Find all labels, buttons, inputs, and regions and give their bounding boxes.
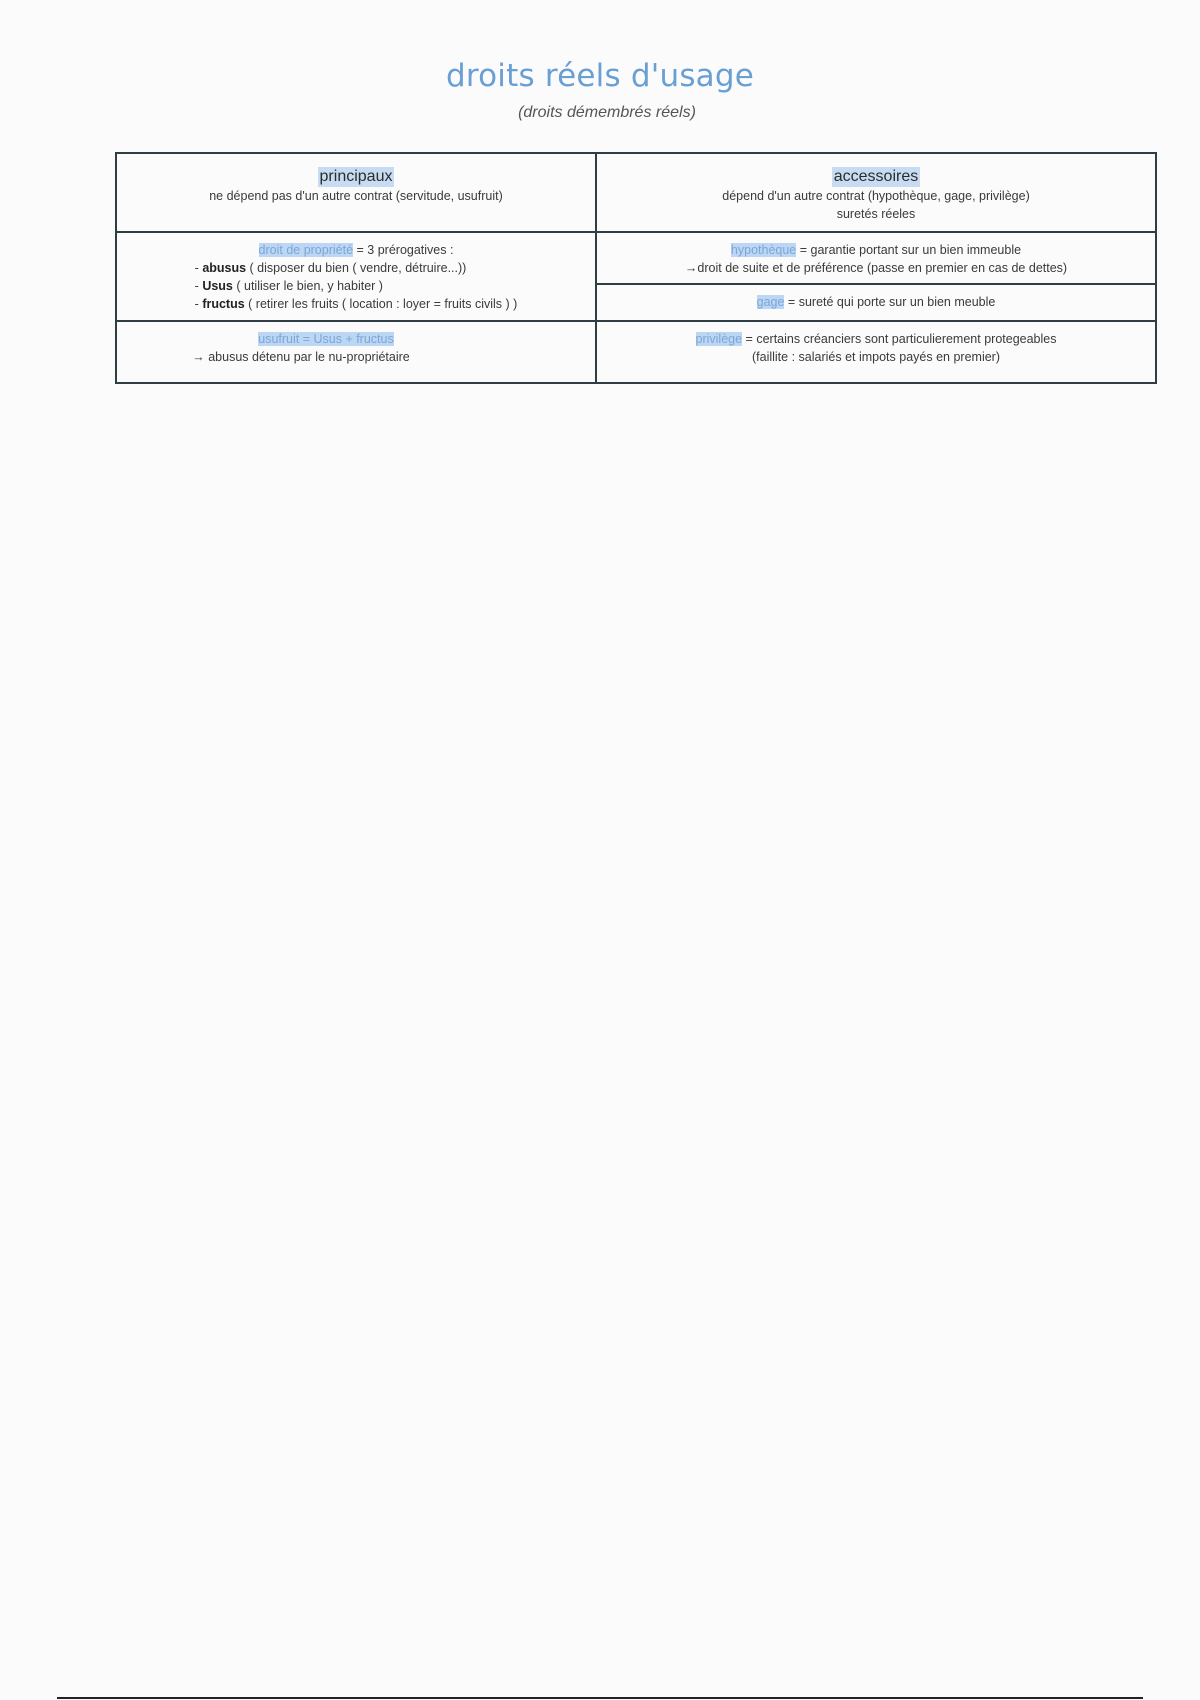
gage-line xyxy=(603,293,1149,311)
propriete-rest: = 3 prérogatives : xyxy=(353,243,454,257)
cell-hypotheque xyxy=(596,232,1156,284)
prerogatives-list xyxy=(195,259,518,313)
list-item xyxy=(195,277,518,295)
table-row xyxy=(116,321,1156,383)
cell-droit-de-propriete xyxy=(116,232,596,321)
privilege-rest: = certains créanciers sont particulierement protegeables xyxy=(742,332,1057,346)
header-accessoires-description: dépend d'un autre contrat (hypothèque, gage, privilège) xyxy=(722,189,1030,203)
list-item xyxy=(195,259,518,277)
privilege-line2: (faillite : salariés et impots payés en premier) xyxy=(751,350,1000,364)
list-item-text: ( utiliser le bien, y habiter ) xyxy=(232,279,383,293)
cell-gage xyxy=(596,284,1156,321)
rights-table xyxy=(115,152,1157,384)
header-cell-principaux xyxy=(116,153,596,232)
hypotheque-line2: →droit de suite et de préférence (passe en premier en cas de dettes) xyxy=(684,261,1068,275)
list-item xyxy=(195,295,518,313)
page-subtitle: (droits démembrés réels) xyxy=(518,104,696,121)
hypotheque-line xyxy=(603,241,1149,259)
propriete-term: droit de propriété xyxy=(258,243,354,257)
list-item-term: Usus xyxy=(202,279,233,293)
header-accessoires-description2: suretés réeles xyxy=(836,207,916,221)
hypotheque-term: hypothèque xyxy=(730,243,797,257)
list-item-text: ( disposer du bien ( vendre, détruire...)) xyxy=(246,261,467,275)
page-bottom-divider xyxy=(57,1697,1143,1699)
cell-usufruit xyxy=(116,321,596,383)
page-title: droits réels d'usage xyxy=(445,58,755,94)
propriete-line xyxy=(123,241,589,259)
gage-rest: = sureté qui porte sur un bien meuble xyxy=(784,295,996,309)
gage-term: gage xyxy=(756,295,785,309)
table-row xyxy=(116,232,1156,284)
privilege-line xyxy=(603,330,1149,348)
header-principaux-label: principaux xyxy=(319,168,393,185)
list-item-prefix: - xyxy=(194,261,203,275)
list-item-term: fructus xyxy=(202,297,245,311)
cell-privilege xyxy=(596,321,1156,383)
usufruit-term: usufruit = Usus + fructus xyxy=(258,332,394,346)
list-item-prefix: - xyxy=(194,279,203,293)
list-item-prefix: - xyxy=(194,297,203,311)
privilege-term: privilège xyxy=(695,332,743,346)
usufruit-line xyxy=(123,330,589,348)
list-item-text: ( retirer les fruits ( location : loyer = fruits civils ) ) xyxy=(244,297,518,311)
header-cell-accessoires xyxy=(596,153,1156,232)
list-item-term: abusus xyxy=(202,261,247,275)
table-header-row xyxy=(116,153,1156,232)
header-accessoires-label: accessoires xyxy=(833,168,919,185)
usufruit-line2: → abusus détenu par le nu-propriétaire xyxy=(192,350,410,364)
header-principaux-description: ne dépend pas d'un autre contrat (servitude, usufruit) xyxy=(209,189,503,203)
hypotheque-rest: = garantie portant sur un bien immeuble xyxy=(796,243,1022,257)
